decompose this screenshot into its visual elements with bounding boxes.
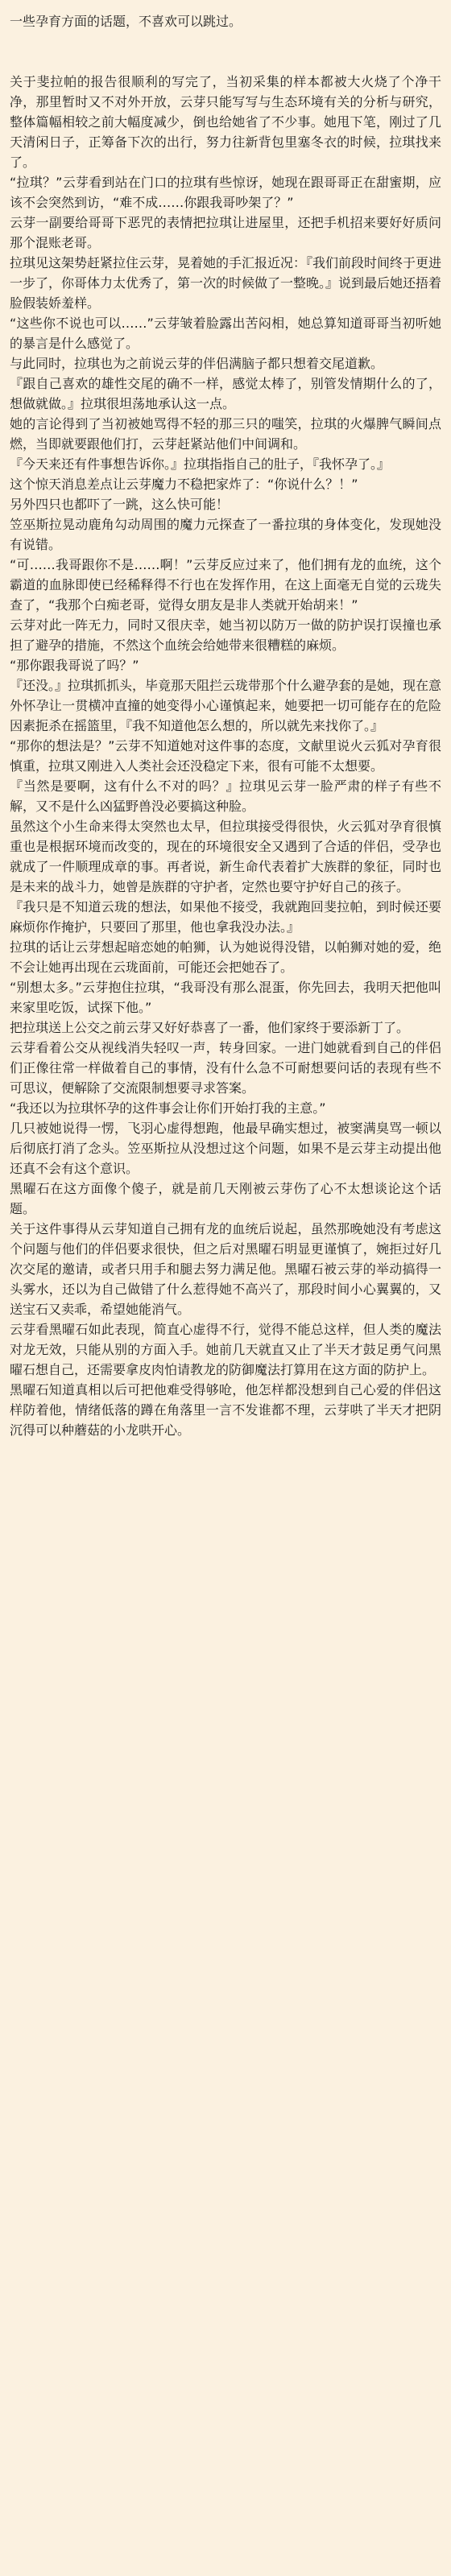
paragraph: 拉琪见这架势赶紧拉住云芽，晃着她的手汇报近况：『我们前段时间终于更进一步了，你哥体力太优秀了，第一次的时候做了一整晚。』说到最后她还捂着脸假装娇羞样。: [10, 255, 442, 311]
paragraph: 『还没。』拉琪抓抓头，毕竟那天阻拦云珑带那个什么避孕套的是她，现在意外怀孕让一贯横冲直撞的她变得小心谨慎起来，她要把一切可能存在的危险因素扼杀在摇篮里，『我不知道他怎么想的，所以就先来找你了。』: [10, 678, 442, 733]
author-note: 一些孕育方面的话题，不喜欢可以跳过。: [10, 14, 242, 29]
paragraph: “那你跟我哥说了吗？”: [10, 658, 139, 673]
paragraph: 『当然是要啊，这有什么不对的吗？』拉琪见云芽一脸严肃的样子有些不解，又不是什么凶猛野兽没必要搞这种脸。: [10, 778, 441, 814]
paragraph: 『跟自己喜欢的雄性交尾的确不一样，感觉太棒了，别管发情期什么的了，想做就做。』拉琪很坦荡地承认这一点。: [10, 376, 441, 411]
paragraph: 『我只是不知道云珑的想法，如果他不接受，我就跑回斐拉帕，到时候还要麻烦你作掩护，只要回了那里，他也拿我没办法。』: [10, 899, 441, 935]
paragraph: 几只被她说得一愣，飞羽心虚得想跑，他最早确实想过，被窦满臭骂一顿以后彻底打消了念头。笠巫斯拉从没想过这个问题，如果不是云芽主动提出他还真不会有这个意识。: [10, 1121, 441, 1176]
paragraph: 把拉琪送上公交之前云芽又好好恭喜了一番，他们家终于要添新丁了。: [10, 1020, 410, 1035]
paragraph: 关于斐拉帕的报告很顺利的写完了，当初采集的样本都被大火烧了个净干净，那里暂时又不对外开放，云芽只能写写与生态环境有关的分析与研究，整体篇幅相较之前大幅度减少，倒也给她省了不少事。她甩下笔，刚过了几天清闲日子，正筹备下次的出行，努力往新背包里塞冬衣的时候，拉琪找来了。: [10, 74, 441, 170]
paragraph: 笠巫斯拉晃动鹿角勾动周围的魔力元探查了一番拉琪的身体变化，发现她没有说错。: [10, 517, 441, 552]
paragraph: 关于这件事得从云芽知道自己拥有龙的血统后说起，虽然那晚她没有考虑这个问题与他们的伴侣要求很快，但之后对黑曜石明显更谨慎了，婉拒过好几次交尾的邀请，或者只用手和腿去努力满足他。黑曜石被云芽的举动搞得一头雾水，还以为自己做错了什么惹得她不高兴了，那段时间小心翼翼的，又送宝石又卖乖，希望她能消气。: [10, 1221, 441, 1317]
paragraph: 拉琪的话让云芽想起暗恋她的帕狮，认为她说得没错，以帕狮对她的爱，绝不会让她再出现在云珑面前，可能还会把她吞了。: [10, 939, 441, 975]
paragraph: “那你的想法是？”云芽不知道她对这件事的态度，文献里说火云狐对孕育很慎重，拉琪又刚进入人类社会还没稳定下来，很有可能不太想要。: [10, 738, 441, 774]
paragraph: 云芽看黑曜石如此表现，简直心虚得不行，觉得不能总这样，但人类的魔法对龙无效，只能从别的方面入手。她前几天就直又止了半天才鼓足勇气问黑曜石想自己，还需要拿皮肉怕请教龙的防御魔法打算用在这方面的防护上。: [10, 1322, 441, 1377]
blank-gap: [10, 31, 441, 72]
paragraph: “可……我哥跟你不是……啊！”云芽反应过来了，他们拥有龙的血统，这个霸道的血脉即使已经稀释得不行也在发挥作用，在这上面毫无自觉的云珑失查了，“我那个白痴老哥，觉得女朋友是非人类就开始胡来！”: [10, 557, 441, 613]
paragraph: 与此同时，拉琪也为之前说云芽的伴侣满脑子都只想着交尾道歉。: [10, 356, 384, 371]
paragraph: “这些你不说也可以……”云芽皱着脸露出苦闷相，她总算知道哥哥当初听她的暴言是什么感觉了。: [10, 316, 441, 351]
paragraph: “别想太多。”云芽抱住拉琪，“我哥没有那么混蛋，你先回去，我明天把他叫来家里吃饭，试探下他。”: [10, 980, 441, 1015]
paragraph: 这个惊天消息差点让云芽魔力不稳把家炸了：“你说什么？！”: [10, 477, 358, 492]
paragraph: 她的言论得到了当初被她骂得不轻的那三只的嗤笑，拉琪的火爆脾气瞬间点燃，当即就要跟他们打，云芽赶紧站他们中间调和。: [10, 416, 441, 452]
paragraph: 另外四只也都吓了一跳，这么快可能！: [10, 497, 230, 512]
paragraph: “拉琪？”云芽看到站在门口的拉琪有些惊讶，她现在跟哥哥正在甜蜜期，应该不会突然到访，“难不成……你跟我哥吵架了？”: [10, 175, 441, 210]
paragraph: 黑曜石在这方面像个傻子，就是前几天刚被云芽伤了心不太想谈论这个话题。: [10, 1181, 441, 1216]
paragraph: 虽然这个小生命来得太突然也太早，但拉琪接受得很快，火云狐对孕育很慎重也是根据环境而改变的，现在的环境很安全又遇到了合适的伴侣，受孕也就成了一件顺理成章的事。再者说，新生命代表着扩大族群的象征，同时也是未来的战斗力，她曾是族群的守护者，定然也要守护好自己的孩子。: [10, 819, 441, 894]
paragraph: 『今天来还有件事想告诉你。』拉琪指指自己的肚子，『我怀孕了。』: [10, 456, 391, 472]
paragraph: 云芽看着公交从视线消失轻叹一声，转身回家。一进门她就看到自己的伴侣们正像往常一样做着自己的事情，没有什么急不可耐想要问话的表现有些不可思议，便解除了交流限制想要寻求答案。: [10, 1040, 441, 1096]
paragraph: “我还以为拉琪怀孕的这件事会让你们开始打我的主意。”: [10, 1100, 326, 1116]
paragraph: 云芽对此一阵无力，同时又很庆幸，她当初以防万一做的防护误打误撞也承担了避孕的措施，不然这个血统会给她带来很糟糕的麻烦。: [10, 617, 441, 653]
paragraph: 云芽一副要给哥哥下恶咒的表情把拉琪让进屋里，还把手机招来要好好质问那个混账老哥。: [10, 215, 441, 250]
paragraph: 黑曜石知道真相以后可把他难受得够呛，他怎样都没想到自己心爱的伴侣这样防着他，情绪低落的蹲在角落里一言不发谁都不理，云芽哄了半天才把阴沉得可以种蘑菇的小龙哄开心。: [10, 1382, 441, 1438]
